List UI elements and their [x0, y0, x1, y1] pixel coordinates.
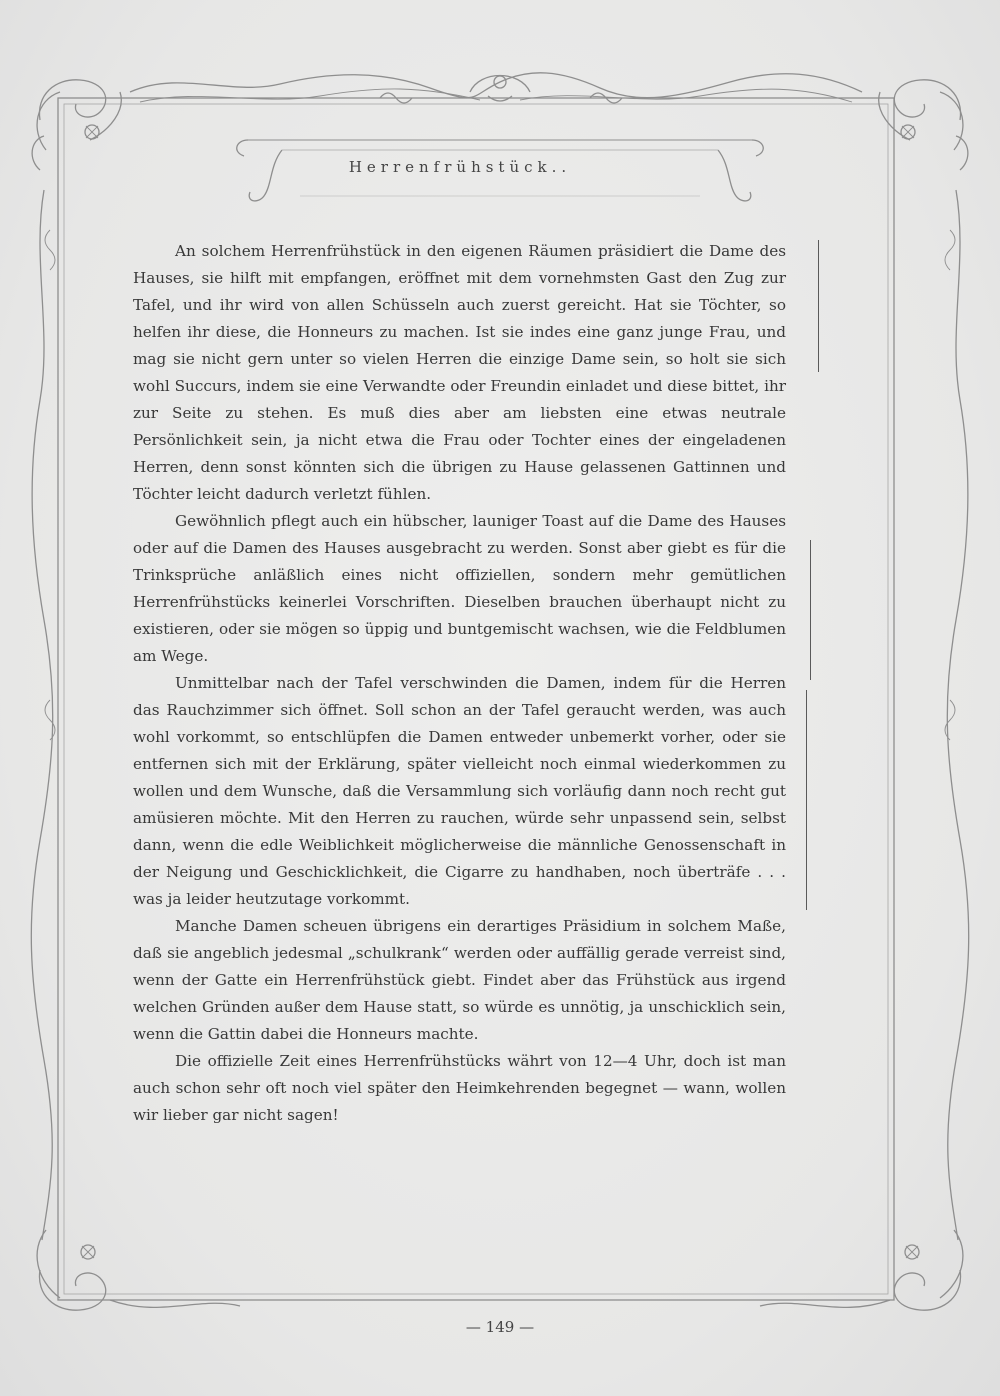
- margin-mark: [818, 240, 819, 372]
- margin-mark: [810, 540, 811, 680]
- margin-mark: [806, 690, 807, 910]
- body-text: [133, 238, 786, 1129]
- paragraph: Manche Damen scheuen übrigens ein derartiges Präsidium in solchem Maße, daß sie angeblich jedesmal „schulkrank“ werden oder auffällig gerade verreist sind, wenn der Gatte ein Herrenfrühstück giebt. Findet aber das Frühstück aus irgend welchen Gründen außer dem Hause statt, so würde es unnötig, ja unschicklich sein, wenn die Gattin dabei die Honneurs machte.: [133, 917, 786, 1043]
- paragraph: Die offizielle Zeit eines Herrenfrühstücks währt von 12—4 Uhr, doch ist man auch schon sehr oft noch viel später den Heimkehrenden begegnet — wann, wollen wir lieber gar nicht sagen!: [133, 1052, 786, 1124]
- page-number: — 149 —: [465, 1318, 535, 1336]
- paragraph: Unmittelbar nach der Tafel verschwinden die Damen, indem für die Herren das Rauchzimmer sich öffnet. Soll schon an der Tafel geraucht werden, was auch wohl vorkommt, so entschlüpfen die Damen entweder unbemerkt vorher, oder sie entfernen sich mit der Erklärung, später vielleicht noch einmal wiederkommen zu wollen und dem Wunsche, daß die Versammlung sich vorläufig dann noch recht gut amüsieren möchte. Mit den Herren zu rauchen, würde sehr unpassend sein, selbst dann, wenn die edle Weiblichkeit möglicherweise die männliche Genossenschaft in der Neigung und Geschicklichkeit, die Cigarre zu handhaben, noch überträfe . . . was ja leider heutzutage vorkommt.: [133, 674, 786, 908]
- paragraph: Gewöhnlich pflegt auch ein hübscher, launiger Toast auf die Dame des Hauses oder auf die Damen des Hauses ausgebracht zu werden. Sonst aber giebt es für die Trinksprüche anläßlich eines nicht offiziellen, sondern mehr gemütlichen Herrenfrühstücks keinerlei Vorschriften. Dieselben brauchen überhaupt nicht zu existieren, oder sie mögen so üppig und buntgemischt wachsen, wie die Feldblumen am Wege.: [133, 512, 786, 665]
- running-title: Herrenfrühstück..: [348, 158, 572, 176]
- paragraph: An solchem Herrenfrühstück in den eigenen Räumen präsidiert die Dame des Hauses, sie hilft mit empfangen, eröffnet mit dem vornehmsten Gast den Zug zur Tafel, und ihr wird von allen Schüsseln auch zuerst gereicht. Hat sie Töchter, so helfen ihr diese, die Honneurs zu machen. Ist sie indes eine ganz junge Frau, und mag sie nicht gern unter so vielen Herren die einzige Dame sein, so holt sie sich wohl Succurs, indem sie eine Verwandte oder Freundin einladet und diese bittet, ihr zur Seite zu stehen. Es muß dies aber am liebsten eine etwas neutrale Persönlichkeit sein, ja nicht etwa die Frau oder Tochter eines der eingeladenen Herren, denn sonst könnten sich die übrigen zu Hause gelassenen Gattinnen und Töchter leicht dadurch verletzt fühlen.: [133, 242, 786, 503]
